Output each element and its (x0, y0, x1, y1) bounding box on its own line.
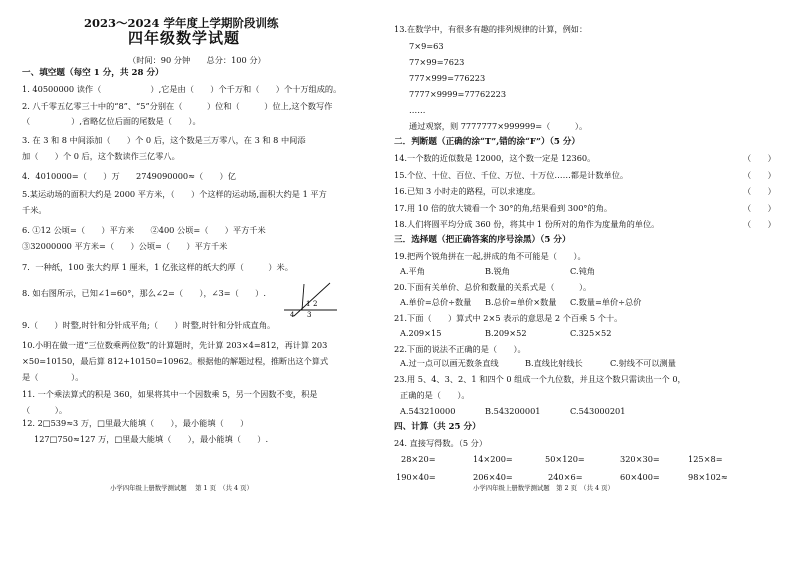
question-line: 17.用 10 倍的放大镜看一个 30°的角,结果看到 300°的角。 (394, 203, 613, 213)
option: C.射线不可以测量 (610, 358, 676, 368)
option: C.数量=单价÷总价 (570, 297, 642, 307)
question-line: 是（ ）。 (22, 372, 84, 382)
question-line: 15.个位、十位、百位、千位、万位、十万位……都是计数单位。 (394, 170, 629, 180)
question-line: ③32000000 平方米=（ ）公顷=（ ）平方千米 (22, 241, 228, 251)
page-footer: 小学四年级上册数学测试题 第 2 页 （共 4 页） (473, 484, 614, 492)
question-line: 13.在数学中，有很多有趣的排列规律的计算，例如： (394, 24, 588, 34)
option: B.直线比射线长 (525, 358, 583, 368)
angle-label: 1 (306, 300, 311, 308)
question-line: 127□750≈127 万，□里最大能填（ ），最小能填（ ）. (34, 434, 269, 444)
question-line: 3. 在 3 和 8 中间添加（ ）个 0 后，这个数是三万零八，在 3 和 8 中间添 (22, 135, 306, 145)
section-fill-blank: 一、填空题（每空 1 分，共 28 分） (22, 68, 164, 78)
question-line: 6. ①12 公顷=（ ）平方米 ②400 公顷=（ ）平方千米 (22, 225, 266, 235)
question-line: 22.下面的说法不正确的是（ ）。 (394, 344, 526, 354)
question-line: 21.下面（ ）算式中 2×5 表示的意思是 2 个百乘 5 个十。 (394, 313, 623, 323)
angle-label: 4 (290, 311, 295, 318)
question-line: 2. 八千零五亿零三十中的“8”、“5”分别在（ ）位和（ ）位上,这个数写作 (22, 101, 333, 111)
option: A.单价=总价÷数量 (400, 297, 472, 307)
calc-item: 98×102≈ (688, 472, 728, 482)
question-line: 1. 40500000 读作（ ）,它是由（ ）个千万和（ ）个十万组成的。 (22, 84, 342, 94)
calc-item: 320×30= (620, 454, 660, 464)
pattern-line: 77×99=7623 (409, 57, 465, 67)
question-line: 千米。 (22, 205, 47, 215)
calc-item: 125×8= (688, 454, 723, 464)
question-line: 14.一个数的近似数是 12000，这个数一定是 12360。 (394, 153, 596, 163)
exam-meta: （时间：90 分钟 总分：100 分） (128, 55, 266, 65)
calc-item: 190×40= (396, 472, 436, 482)
answer-mark: （ ） (743, 170, 776, 180)
exam-term-title: 2023～2024 学年度上学期阶段训练 (84, 16, 279, 30)
question-line: 19.把两个锐角拼在一起,拼成的角不可能是（ ）。 (394, 251, 586, 261)
option: C.钝角 (570, 266, 595, 276)
option: A.过一点可以画无数条直线 (400, 358, 499, 368)
calc-item: 50×120= (545, 454, 585, 464)
section-calculation: 四、计算（共 25 分） (394, 422, 481, 432)
question-line: 20.下面有关单价、总价和数量的关系式是（ ）。 (394, 282, 592, 292)
angle-label: 2 (313, 300, 318, 308)
question-line: （ ）。 (22, 405, 68, 415)
option-row (400, 358, 676, 368)
question-line: 11. 一个乘法算式的积是 360，如果将其中一个因数乘 5，另一个因数不变，积是 (22, 389, 318, 399)
question-line: 4．4010000=（ ）万 2749090000≈（ ）亿 (22, 171, 236, 181)
right-page (388, 0, 794, 561)
question-line: 16.已知 3 小时走的路程，可以求速度。 (394, 186, 541, 196)
calc-row (401, 454, 723, 464)
option: A.209×15 (400, 328, 442, 338)
option: B.总价=单价×数量 (485, 297, 557, 307)
option: B.543200001 (485, 406, 541, 416)
option-row (400, 297, 641, 307)
option: C.543000201 (570, 406, 626, 416)
question-line: 8. 如右图所示，已知∠1=60°，那么∠2=（ ），∠3=（ ）. (22, 288, 266, 298)
question-line: 18.人们将圆平均分成 360 份，将其中 1 份所对的角作为度量角的单位。 (394, 219, 660, 229)
exam-title: 四年级数学试题 (128, 29, 241, 47)
pattern-line: 777×999=776223 (409, 73, 486, 83)
question-line: 通过观察，则 7777777×999999=（ ）。 (409, 121, 588, 131)
answer-mark: （ ） (743, 153, 776, 163)
option: B.209×52 (485, 328, 527, 338)
option: A.平角 (400, 266, 425, 276)
option-row (400, 406, 625, 416)
calc-item: 28×20= (401, 454, 436, 464)
page-footer: 小学四年级上册数学测试题 第 1 页 （共 4 页） (110, 484, 253, 492)
question-line: 12. 2□539≈3 万，□里最大能填（ ），最小能填（ ） (22, 418, 249, 428)
question-line: ×50=10150，最后算 812+10150=10962。根据他的解题过程，推断出这个算式 (22, 356, 329, 366)
angle-label: 3 (307, 311, 312, 318)
question-line: 9.（ ）时整,时针和分针成平角;（ ）时整,时针和分针成直角。 (22, 320, 276, 330)
question-line: （ ）,省略亿位后面的尾数是（ ）。 (22, 116, 201, 126)
calc-item: 206×40= (473, 472, 513, 482)
option-row (400, 266, 595, 276)
calc-row (396, 472, 728, 482)
pattern-line: 7×9=63 (409, 41, 444, 51)
section-choice: 三．选择题（把正确答案的序号涂黑）（5 分） (394, 235, 571, 245)
question-line: 加（ ）个 0 后，这个数读作三亿零八。 (22, 151, 180, 161)
option: B.锐角 (485, 266, 510, 276)
calc-item: 60×400= (620, 472, 660, 482)
option: C.325×52 (570, 328, 612, 338)
question-line: 5.某运动场的面积大约是 2000 平方米，（ ）个这样的运动场,面积大约是 1 平方 (22, 189, 327, 199)
pattern-line: …… (409, 105, 426, 115)
question-line: 23.用 5、4、3、2、1 和四个 0 组成一个九位数，并且这个数只需读出一个 0， (394, 374, 686, 384)
angle-figure (282, 280, 338, 318)
pattern-line: 7777×9999=77762223 (409, 89, 507, 99)
calc-item: 14×200= (473, 454, 513, 464)
question-line: 24. 直接写得数。（5 分） (394, 438, 488, 448)
answer-mark: （ ） (743, 203, 776, 213)
calc-item: 240×6= (548, 472, 583, 482)
option: A.543210000 (400, 406, 456, 416)
answer-mark: （ ） (743, 186, 776, 196)
section-true-false: 二．判断题（正确的涂“T”,错的涂“F”）（5 分） (394, 137, 581, 147)
answer-mark: （ ） (743, 219, 776, 229)
question-line: 10.小明在做一道“三位数乘两位数”的计算题时，先计算 203×4=812，再计算 203 (22, 340, 328, 350)
question-line: 正确的是（ ）。 (400, 390, 470, 400)
left-page (0, 0, 385, 561)
question-line: 7．一种纸，100 张大约厚 1 厘米，1 亿张这样的纸大约厚（ ）米。 (22, 262, 293, 272)
option-row (400, 328, 611, 338)
